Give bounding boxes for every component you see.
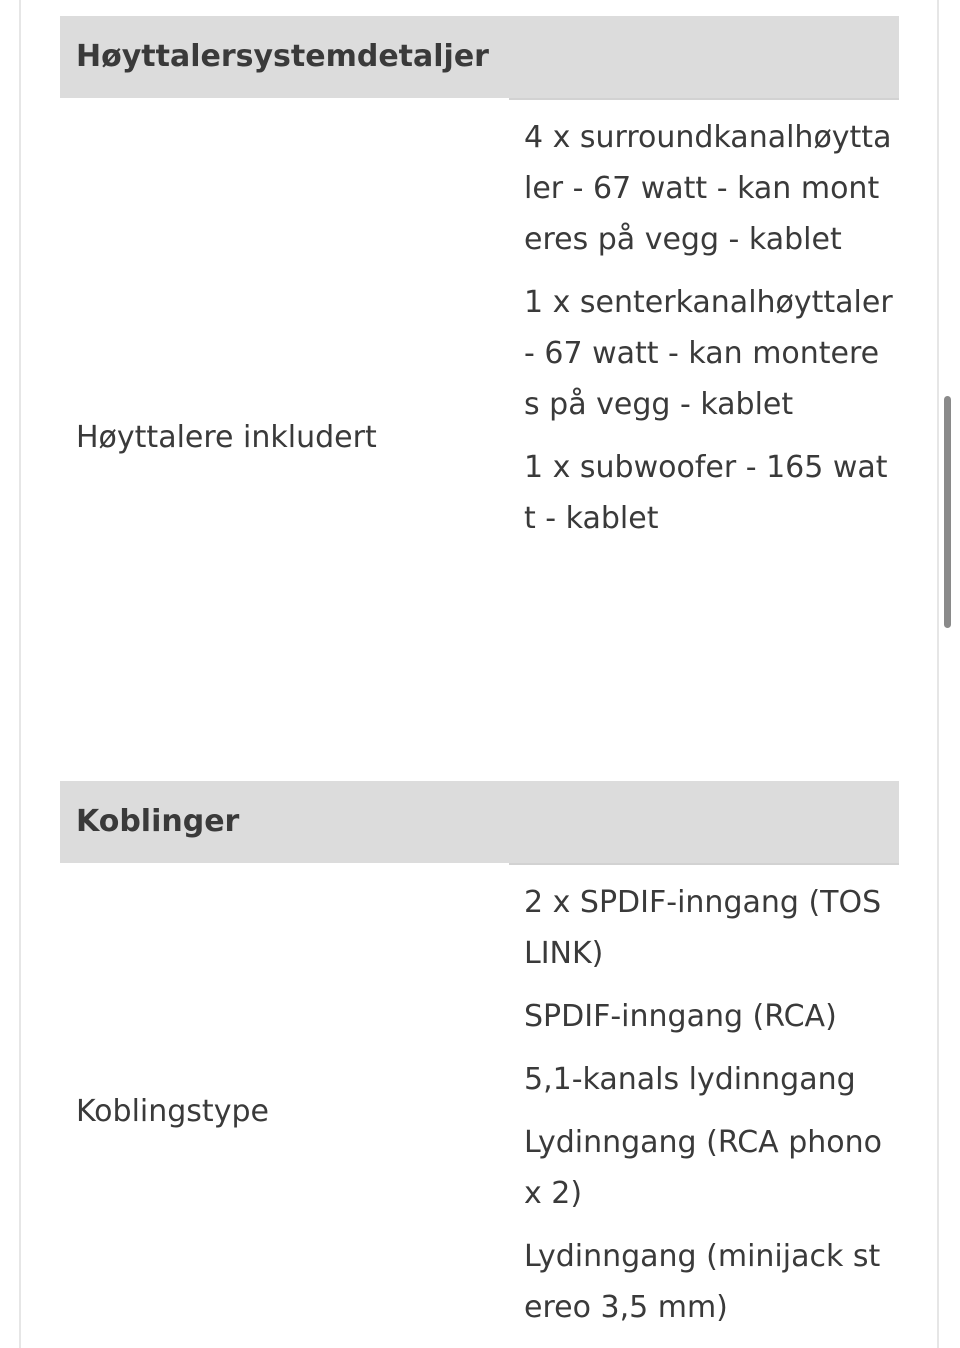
section-header-connections: Koblinger bbox=[60, 781, 899, 863]
spec-section-speaker-system bbox=[60, 16, 899, 756]
page-frame-left-border bbox=[19, 0, 21, 1348]
row-label-speakers-included: Høyttalere inkludert bbox=[76, 420, 377, 455]
section-header-speaker-system: Høyttalersystemdetaljer bbox=[60, 16, 899, 98]
spec-section-connections bbox=[60, 781, 899, 1348]
spec-value-item: 1 x senterkanalhøyttaler - 67 watt - kan monteres på vegg - kablet bbox=[524, 285, 893, 422]
row-values-speakers-included bbox=[524, 112, 894, 544]
vertical-scrollbar-thumb[interactable] bbox=[944, 396, 951, 628]
page-frame-right-border bbox=[937, 0, 939, 1348]
spec-value-item: SPDIF-inngang (RCA) bbox=[524, 999, 837, 1034]
spec-value-item: 4 x surroundkanalhøyttaler - 67 watt - kan monteres på vegg - kablet bbox=[524, 120, 892, 257]
row-values-connection-type bbox=[524, 877, 894, 1333]
spec-value-item: Lydinngang (minijack stereo 3,5 mm) bbox=[524, 1239, 881, 1325]
row-label-connection-type: Koblingstype bbox=[76, 1094, 269, 1129]
spec-value-item: 5,1-kanals lydinngang bbox=[524, 1062, 856, 1097]
spec-value-item: 1 x subwoofer - 165 watt - kablet bbox=[524, 450, 888, 536]
spec-value-item: Lydinngang (RCA phono x 2) bbox=[524, 1125, 882, 1211]
spec-value-item: 2 x SPDIF-inngang (TOSLINK) bbox=[524, 885, 882, 971]
section-header-divider bbox=[509, 98, 899, 100]
section-header-divider bbox=[509, 863, 899, 865]
